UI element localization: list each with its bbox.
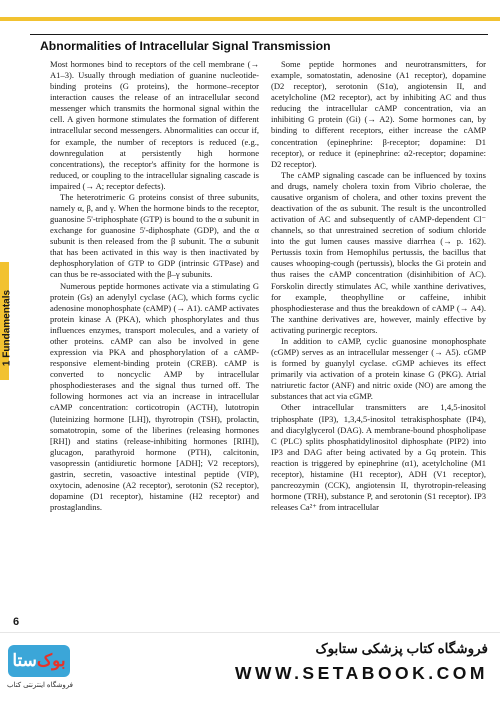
footer-banner [0, 632, 500, 701]
right-text-column [271, 59, 486, 513]
left-text-column [50, 59, 259, 513]
logo-text-main: ستا [12, 651, 37, 670]
store-url-link[interactable]: WWW.SETABOOK.COM [234, 663, 488, 683]
paragraph: In addition to cAMP, cyclic guanosine monophosphate (cGMP) serves as an intracellular messenger (→ A5). cGMP is formed by guanylyl cyclase. cGMP achieves its effect primarily via activation of a protein kinase G (PKG). Atrial natriuretic factor (ANF) and nitric oxide (NO) are among the substances that act via cGMP. [271, 335, 486, 402]
paragraph: Some peptide hormones and neurotransmitters, for example, somatostatin, adenosine (A1 receptor), dopamine (D2 receptor), serotonin (S1α), angiotensin II, and acetylcholine (M2 receptor), act by inhibiting AC and thus reducing the intracellular cAMP concentration, via an inhibiting G protein (Gi) (→ A2). Some hormones can, by binding to different receptors, either increase the cAMP concentration (epinephrine: β-receptor; dopamine: D1 receptor), or reduce it (epinephrine: α2-receptor; dopamine: D2 receptor). [271, 59, 486, 169]
header-rule [30, 34, 488, 35]
logo-tagline: فروشگاه اینترنتی کتاب [6, 682, 74, 689]
logo-text-accent: بوک [36, 651, 66, 670]
store-name: فروشگاه کتاب پزشکی ستابوک [315, 641, 488, 656]
paragraph: The cAMP signaling cascade can be influenced by toxins and drugs, namely cholera toxin from Vibrio cholerae, the causative organism of cholera, and other toxins prevent the deactivation of the αs subunit. The result is the uncontrolled activation of AC and subsequently of cAMP-dependent Cl⁻ channels, so that unrestrained secretion of sodium chloride into the gut lumen causes massive diarrhea (→ p. 162). Pertussis toxin from Hemophilus pertussis, the bacillus that causes whooping-cough (pertussis), blocks the Gi protein and thus raises the cAMP concentration (disinhibition of AC). Forskolin directly stimulates AC, while xanthine derivatives, for example, theophylline or caffeine, inhibit phosphodiesterase and thus the breakdown of cAMP (→ A4). The xanthine derivatives are, however, mainly effective by activating purinergic receptors. [271, 169, 486, 335]
chapter-label: 1 Fundamentals [1, 289, 13, 367]
setabook-logo[interactable] [2, 637, 78, 697]
header-accent-band [0, 17, 500, 21]
paragraph: Most hormones bind to receptors of the cell membrane (→ A1–3). Usually through mediation of guanine nucleotide-binding proteins (G proteins), the hormone–receptor interaction causes the release of an intracellular second messenger which transmits the hormonal signal within the cell. A given hormone stimulates the formation of different intracellular second messengers. Abnormalities can occur if, for example, the number of receptors is reduced (e.g., downregulation at persistently high hormone concentrations), the receptor's affinity for the hormone is reduced, or coupling to the intracellular signaling cascade is impaired (→ A; receptor defects). [50, 59, 259, 191]
page-number: 6 [13, 616, 20, 628]
page-title: Abnormalities of Intracellular Signal Transmission [40, 39, 331, 53]
logo-badge [8, 645, 70, 677]
paragraph: Other intracellular transmitters are 1,4,5-inositol triphosphate (IP3), 1,3,4,5-inositol tetrakisphosphate (IP4), and diacylglycerol (DAG). A membrane-bound phospholipase C (PLC) splits phosphatidylinositol diphosphate (PIP2) into IP3 and DAG after being activated by a Gq protein. This reaction is triggered by epinephrine (α1), acetylcholine (M1 receptor), histamine (H1 receptor), ADH (V1 receptor), pancreozymin (CCK), angiotensin II, thyrotropin-releasing hormone (TRH), substance P, and serotonin (S1 receptor). IP3 releases Ca²⁺ from intracellular [271, 402, 486, 513]
paragraph: Numerous peptide hormones activate via a stimulating G protein (Gs) an adenylyl cyclase (AC), which forms cyclic adenosine monophosphate (cAMP) (→ A1). cAMP activates protein kinase A (PKA), which phosphorylates and thus influences enzymes, transport molecules, and a variety of other proteins. cAMP can also be involved in gene expression via PKA and phosphorylation of a cAMP-responsive element-binding protein (CREB). cAMP is converted to noncyclic AMP by intracellular phosphodiesterases and the signal thus turned off. The following hormones act via an increase in intracellular cAMP concentration: corticotropin (ACTH), lutotropin (luteinizing hormone [LH]), thyrotropin (TSH), prolactin, somatotropin, some of the liberines (releasing hormones [RH]) and statins (release-inhibiting hormones [RIH]), glucagon, parathyroid hormone (PTH), calcitonin, vasopressin (antidiuretic hormone [ADH]; V2 receptors), gastrin, secretin, vasoactive intestinal peptide (VIP), oxytocin, adenosine (A2 receptor), serotonin (S2 receptor), dopamine (D1 receptor), histamine (H2 receptor) and prostaglandins. [50, 280, 259, 513]
paragraph: The heterotrimeric G proteins consist of three subunits, namely α, β, and γ. When the hormone binds to the receptor, guanosine 5'-triphosphate (GTP) is bound to the α subunit in exchange for guanosine 5'-diphosphate (GDP), and the α subunit is then released from the β subunit. The α subunit that has been activated in this way is then inactivated by dephosphorylation of GTP to GDP (intrinsic GTPase) and can thus be re-associated with the β–γ subunits. [50, 191, 259, 280]
